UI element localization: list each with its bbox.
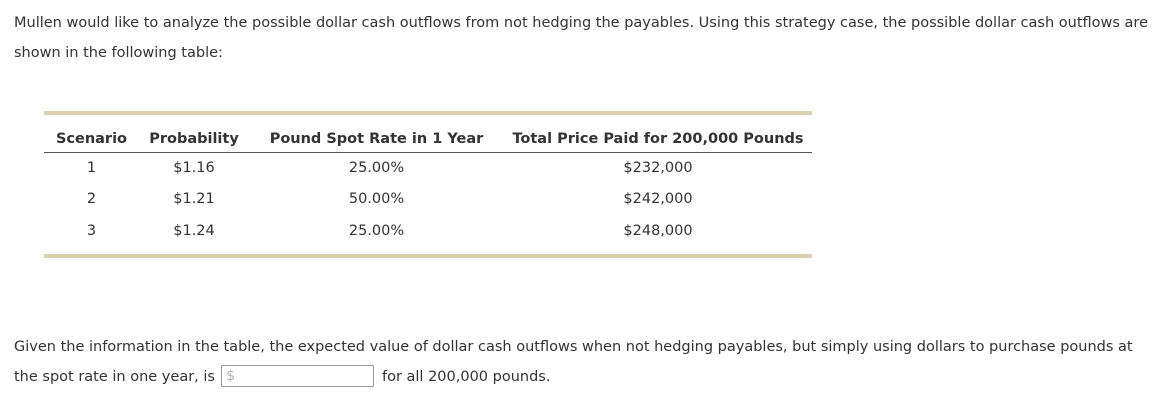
cell-probability: $1.21 (173, 191, 215, 207)
intro-paragraph: Mullen would like to analyze the possible dollar cash outflows from not hedging the payables. Using this strategy case, the possible dollar cash outflows are shown in the following table: (14, 15, 1148, 61)
header-spot-rate: Pound Spot Rate in 1 Year (249, 131, 504, 153)
table-row (44, 183, 812, 215)
table-top-band (44, 111, 812, 115)
cell-total-price: $232,000 (623, 160, 693, 176)
outflow-table (44, 131, 812, 247)
question-text: Given the information in the table, the expected value of dollar cash outflows when not hedging payables, but simply using dollars to purchase pounds at the spot rate in one year, is (14, 339, 1133, 385)
cell-spot-rate: 25.00% (348, 160, 405, 176)
cell-spot-rate: 25.00% (348, 223, 405, 239)
header-probability: Probability (139, 131, 249, 153)
question-suffix: for all 200,000 pounds. (381, 369, 551, 385)
cell-total-price: $248,000 (623, 223, 693, 239)
table-row (44, 215, 812, 247)
table-header-row (44, 131, 812, 153)
question-paragraph (14, 332, 1154, 392)
cell-probability: $1.16 (173, 160, 215, 176)
header-total-price: Total Price Paid for 200,000 Pounds (504, 131, 812, 153)
outflow-table-container (44, 111, 812, 258)
table-row (44, 153, 812, 184)
cell-probability: $1.24 (173, 223, 215, 239)
expected-value-input[interactable] (221, 365, 374, 387)
cell-scenario: 3 (86, 223, 97, 239)
cell-scenario: 2 (86, 191, 97, 207)
cell-total-price: $242,000 (623, 191, 693, 207)
table-bottom-band (44, 254, 812, 258)
cell-scenario: 1 (86, 160, 97, 176)
header-scenario: Scenario (44, 131, 139, 153)
cell-spot-rate: 50.00% (348, 191, 405, 207)
